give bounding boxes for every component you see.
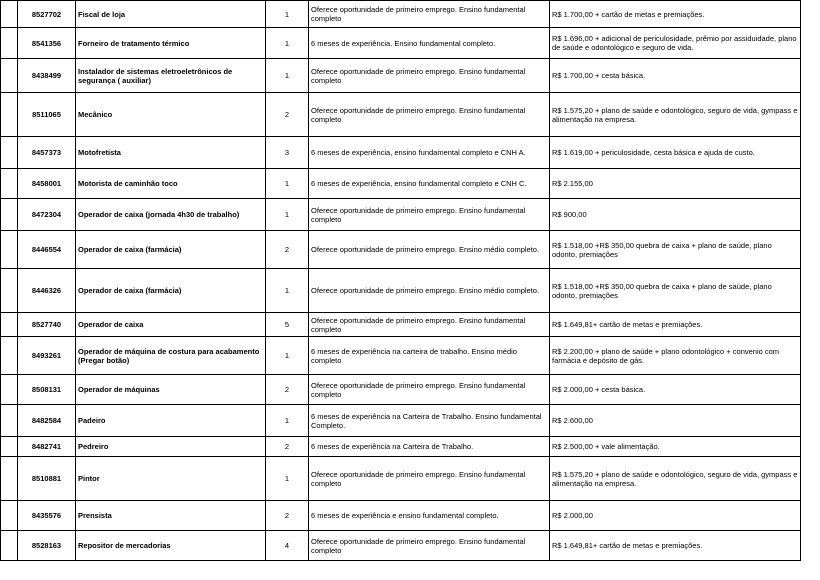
salary-benefits-cell: R$ 2.000,00 + cesta básica.: [550, 375, 801, 405]
requirements-cell: 6 meses de experiência e ensino fundamental completo.: [309, 501, 550, 531]
vacancies-cell: 2: [266, 231, 309, 269]
row-margin-cell: [1, 28, 18, 59]
vacancies-cell: 5: [266, 313, 309, 337]
vacancies-cell: 1: [266, 405, 309, 437]
requirements-cell: 6 meses de experiência na carteira de trabalho. Ensino médio completo: [309, 337, 550, 375]
job-title-cell: Mecânico: [76, 93, 266, 137]
requirements-cell: Oferece oportunidade de primeiro emprego. Ensino fundamental completo: [309, 59, 550, 93]
job-title-cell: Pedreiro: [76, 437, 266, 457]
row-margin-cell: [1, 437, 18, 457]
table-row: [1, 231, 801, 269]
job-code-cell: 8482741: [18, 437, 76, 457]
row-margin-cell: [1, 531, 18, 561]
vacancies-cell: 3: [266, 137, 309, 169]
row-margin-cell: [1, 231, 18, 269]
table-row: [1, 59, 801, 93]
salary-benefits-cell: R$ 1.518,00 +R$ 350,00 quebra de caixa + plano de saúde, plano odonto, premiações: [550, 269, 801, 313]
salary-benefits-cell: R$ 1.696,00 + adicional de periculosidade, prêmio por assiduidade, plano de saúde e odontológico e seguro de vida.: [550, 28, 801, 59]
table-row: [1, 1, 801, 28]
requirements-cell: 6 meses de experiência, ensino fundamental completo e CNH A.: [309, 137, 550, 169]
row-margin-cell: [1, 137, 18, 169]
requirements-cell: Oferece oportunidade de primeiro emprego. Ensino fundamental completo: [309, 199, 550, 231]
job-code-cell: 8438499: [18, 59, 76, 93]
job-title-cell: Forneiro de tratamento térmico: [76, 28, 266, 59]
job-code-cell: 8541356: [18, 28, 76, 59]
vacancies-cell: 2: [266, 93, 309, 137]
table-row: [1, 501, 801, 531]
requirements-cell: Oferece oportunidade de primeiro emprego. Ensino fundamental completo: [309, 375, 550, 405]
job-title-cell: Operador de caixa: [76, 313, 266, 337]
row-margin-cell: [1, 501, 18, 531]
salary-benefits-cell: R$ 1.700,00 + cesta básica.: [550, 59, 801, 93]
job-code-cell: 8472304: [18, 199, 76, 231]
vacancies-cell: 4: [266, 531, 309, 561]
job-title-cell: Operador de máquinas: [76, 375, 266, 405]
job-code-cell: 8446554: [18, 231, 76, 269]
table-row: [1, 169, 801, 199]
requirements-cell: 6 meses de experiência, ensino fundamental completo e CNH C.: [309, 169, 550, 199]
row-margin-cell: [1, 405, 18, 437]
job-code-cell: 8435576: [18, 501, 76, 531]
salary-benefits-cell: R$ 2.500,00 + vale alimentação.: [550, 437, 801, 457]
requirements-cell: Oferece oportunidade de primeiro emprego. Ensino fundamental completo: [309, 531, 550, 561]
vacancies-cell: 1: [266, 457, 309, 501]
table-row: [1, 337, 801, 375]
job-code-cell: 8446326: [18, 269, 76, 313]
salary-benefits-cell: R$ 1.649,81+ cartão de metas e premiações.: [550, 531, 801, 561]
row-margin-cell: [1, 337, 18, 375]
requirements-cell: Oferece oportunidade de primeiro emprego. Ensino médio completo.: [309, 231, 550, 269]
requirements-cell: Oferece oportunidade de primeiro emprego. Ensino fundamental completo: [309, 1, 550, 28]
requirements-cell: Oferece oportunidade de primeiro emprego. Ensino fundamental completo: [309, 93, 550, 137]
requirements-cell: Oferece oportunidade de primeiro emprego. Ensino fundamental completo: [309, 457, 550, 501]
job-code-cell: 8458001: [18, 169, 76, 199]
salary-benefits-cell: R$ 2.200,00 + plano de saúde + plano odontológico + convenio com farmácia e depósito de gás.: [550, 337, 801, 375]
salary-benefits-cell: R$ 1.575,20 + plano de saúde e odontológico, seguro de vida, gympass e alimentação na empresa.: [550, 457, 801, 501]
row-margin-cell: [1, 375, 18, 405]
row-margin-cell: [1, 1, 18, 28]
vacancies-cell: 1: [266, 169, 309, 199]
salary-benefits-cell: R$ 2.000,00: [550, 501, 801, 531]
salary-benefits-cell: R$ 1.575,20 + plano de saúde e odontológico, seguro de vida, gympass e alimentação na empresa.: [550, 93, 801, 137]
job-code-cell: 8457373: [18, 137, 76, 169]
job-code-cell: 8482584: [18, 405, 76, 437]
vacancies-cell: 1: [266, 199, 309, 231]
job-title-cell: Prensista: [76, 501, 266, 531]
job-code-cell: 8508131: [18, 375, 76, 405]
row-margin-cell: [1, 457, 18, 501]
table-row: [1, 457, 801, 501]
job-title-cell: Operador de caixa (farmácia): [76, 231, 266, 269]
vacancies-cell: 1: [266, 28, 309, 59]
row-margin-cell: [1, 169, 18, 199]
table-row: [1, 375, 801, 405]
salary-benefits-cell: R$ 900,00: [550, 199, 801, 231]
job-title-cell: Operador de caixa (farmácia): [76, 269, 266, 313]
job-title-cell: Motorista de caminhão toco: [76, 169, 266, 199]
table-row: [1, 437, 801, 457]
job-code-cell: 8527740: [18, 313, 76, 337]
table-row: [1, 28, 801, 59]
salary-benefits-cell: R$ 1.518,00 +R$ 350,00 quebra de caixa + plano de saúde, plano odonto, premiações: [550, 231, 801, 269]
salary-benefits-cell: R$ 1.700,00 + cartão de metas e premiações.: [550, 1, 801, 28]
job-title-cell: Motofretista: [76, 137, 266, 169]
job-code-cell: 8493261: [18, 337, 76, 375]
vacancies-cell: 2: [266, 437, 309, 457]
requirements-cell: Oferece oportunidade de primeiro emprego. Ensino fundamental completo: [309, 313, 550, 337]
salary-benefits-cell: R$ 1.619,00 + periculosidade, cesta básica e ajuda de custo.: [550, 137, 801, 169]
job-code-cell: 8511065: [18, 93, 76, 137]
table-row: [1, 137, 801, 169]
job-code-cell: 8527702: [18, 1, 76, 28]
vacancies-cell: 1: [266, 1, 309, 28]
requirements-cell: 6 meses de experiência. Ensino fundamental completo.: [309, 28, 550, 59]
row-margin-cell: [1, 59, 18, 93]
table-row: [1, 269, 801, 313]
job-title-cell: Repositor de mercadorias: [76, 531, 266, 561]
job-code-cell: 8528163: [18, 531, 76, 561]
job-code-cell: 8510881: [18, 457, 76, 501]
row-margin-cell: [1, 269, 18, 313]
requirements-cell: 6 meses de experiência na Carteira de Trabalho.: [309, 437, 550, 457]
table-row: [1, 313, 801, 337]
vacancies-cell: 1: [266, 269, 309, 313]
job-title-cell: Operador de caixa (jornada 4h30 de trabalho): [76, 199, 266, 231]
job-title-cell: Fiscal de loja: [76, 1, 266, 28]
vacancies-cell: 1: [266, 337, 309, 375]
salary-benefits-cell: R$ 2.155,00: [550, 169, 801, 199]
table-row: [1, 405, 801, 437]
row-margin-cell: [1, 199, 18, 231]
job-title-cell: Pintor: [76, 457, 266, 501]
salary-benefits-cell: R$ 2.600,00: [550, 405, 801, 437]
job-title-cell: Operador de máquina de costura para acabamento (Pregar botão): [76, 337, 266, 375]
vacancies-cell: 2: [266, 501, 309, 531]
row-margin-cell: [1, 93, 18, 137]
table-row: [1, 199, 801, 231]
job-title-cell: Padeiro: [76, 405, 266, 437]
row-margin-cell: [1, 313, 18, 337]
table-row: [1, 531, 801, 561]
vacancies-cell: 1: [266, 59, 309, 93]
requirements-cell: Oferece oportunidade de primeiro emprego. Ensino médio completo.: [309, 269, 550, 313]
job-title-cell: Instalador de sistemas eletroeletrônicos de segurança ( auxiliar): [76, 59, 266, 93]
salary-benefits-cell: R$ 1.649,81+ cartão de metas e premiações.: [550, 313, 801, 337]
table-row: [1, 93, 801, 137]
vacancies-cell: 2: [266, 375, 309, 405]
requirements-cell: 6 meses de experiência na Carteira de Trabalho. Ensino fundamental Completo.: [309, 405, 550, 437]
